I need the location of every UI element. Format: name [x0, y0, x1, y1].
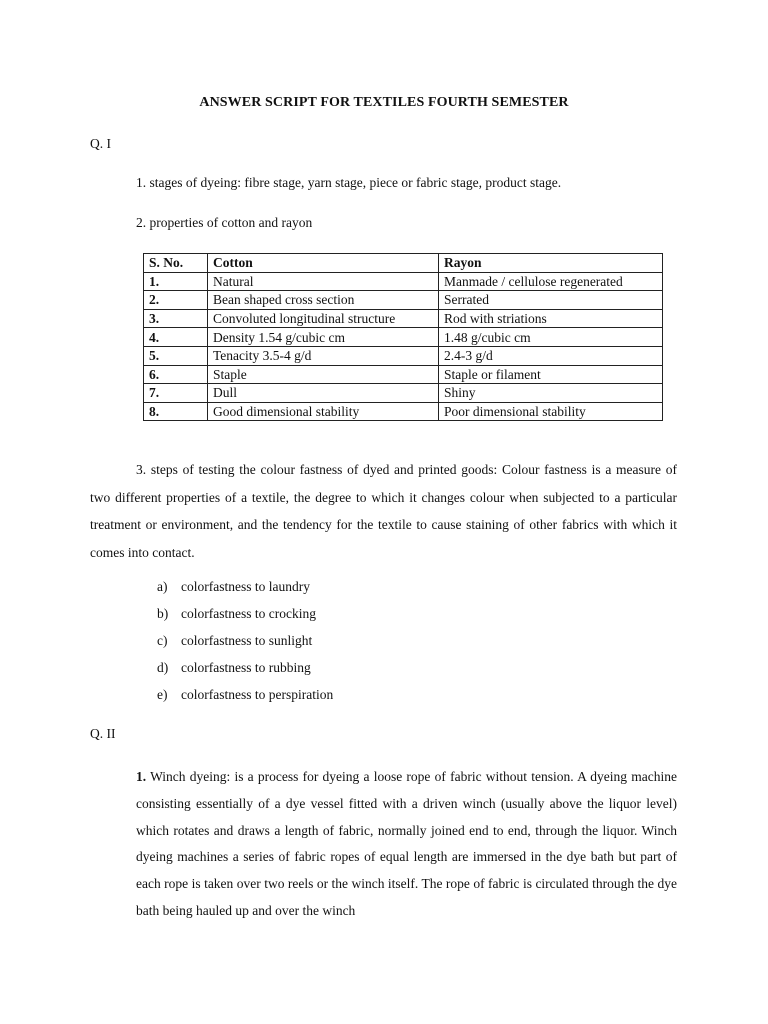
list-text: colorfastness to perspiration — [181, 687, 334, 702]
cell-rayon: 2.4-3 g/d — [439, 346, 663, 365]
cell-rayon: Shiny — [439, 384, 663, 403]
answer-winch-dyeing — [136, 764, 677, 925]
table-row — [144, 272, 663, 291]
table-header-row — [144, 254, 663, 273]
list-text: colorfastness to laundry — [181, 579, 310, 594]
cell-rayon: Staple or filament — [439, 365, 663, 384]
cotton-rayon-properties-table — [143, 253, 663, 421]
answer-3-colour-fastness — [90, 456, 677, 566]
cell-sno: 6. — [144, 365, 208, 384]
cell-cotton: Staple — [208, 365, 439, 384]
answer-number: 1. — [136, 769, 147, 784]
cell-cotton: Natural — [208, 272, 439, 291]
table-row — [144, 402, 663, 421]
list-text: colorfastness to rubbing — [181, 660, 311, 675]
cell-sno: 7. — [144, 384, 208, 403]
cell-rayon: Serrated — [439, 291, 663, 310]
cell-cotton: Tenacity 3.5-4 g/d — [208, 346, 439, 365]
cell-cotton: Dull — [208, 384, 439, 403]
cell-sno: 5. — [144, 346, 208, 365]
list-text: colorfastness to sunlight — [181, 633, 313, 648]
cell-rayon: 1.48 g/cubic cm — [439, 328, 663, 347]
table-row — [144, 365, 663, 384]
list-item — [157, 578, 333, 605]
header-sno: S. No. — [144, 254, 208, 273]
table-row — [144, 346, 663, 365]
answer-1-stages-of-dyeing: 1. stages of dyeing: fibre stage, yarn stage, piece or fabric stage, product stage. — [136, 175, 562, 190]
cell-sno: 1. — [144, 272, 208, 291]
table-row — [144, 291, 663, 310]
table-row — [144, 384, 663, 403]
cell-rayon: Rod with striations — [439, 309, 663, 328]
list-marker: d) — [157, 660, 169, 675]
document-title: ANSWER SCRIPT FOR TEXTILES FOURTH SEMESTER — [199, 95, 569, 110]
cell-cotton: Bean shaped cross section — [208, 291, 439, 310]
table-row — [144, 309, 663, 328]
cell-sno: 3. — [144, 309, 208, 328]
list-marker: b) — [157, 606, 169, 621]
answer-2-heading: 2. properties of cotton and rayon — [136, 215, 313, 230]
answer-winch-dyeing-text: Winch dyeing: is a process for dyeing a loose rope of fabric without tension. A dyeing machine consisting essentially of a dye vessel fitted with a driven winch (usually above the liquor level) which rotates and draws a length of fabric, normally joined end to end, through the liquor. Winch dyeing machines a series of fabric ropes of equal length are immersed in the dye bath but part of each rope is taken over two reels or the winch itself. The rope of fabric is circulated through the dye bath being hauled up and over the winch — [136, 769, 677, 918]
cell-rayon: Poor dimensional stability — [439, 402, 663, 421]
table-row — [144, 328, 663, 347]
list-item — [157, 632, 333, 659]
colorfastness-list — [157, 578, 333, 713]
cell-cotton: Good dimensional stability — [208, 402, 439, 421]
list-text: colorfastness to crocking — [181, 606, 316, 621]
cell-rayon: Manmade / cellulose regenerated — [439, 272, 663, 291]
cell-sno: 8. — [144, 402, 208, 421]
answer-3-text: 3. steps of testing the colour fastness of dyed and printed goods: Colour fastness is a measure of two different properties of a textile, the degree to which it changes colour when subjected to a particular treatment or environment, and the tendency for the textile to cause staining of other fabrics with which it comes into contact. — [90, 462, 677, 560]
list-marker: c) — [157, 633, 168, 648]
list-item — [157, 686, 333, 713]
question-2-label: Q. II — [90, 726, 116, 741]
header-rayon: Rayon — [439, 254, 663, 273]
cell-sno: 2. — [144, 291, 208, 310]
question-1-label: Q. I — [90, 136, 111, 151]
cell-sno: 4. — [144, 328, 208, 347]
list-marker: a) — [157, 579, 168, 594]
cell-cotton: Convoluted longitudinal structure — [208, 309, 439, 328]
list-item — [157, 605, 333, 632]
header-cotton: Cotton — [208, 254, 439, 273]
cell-cotton: Density 1.54 g/cubic cm — [208, 328, 439, 347]
list-marker: e) — [157, 687, 168, 702]
list-item — [157, 659, 333, 686]
